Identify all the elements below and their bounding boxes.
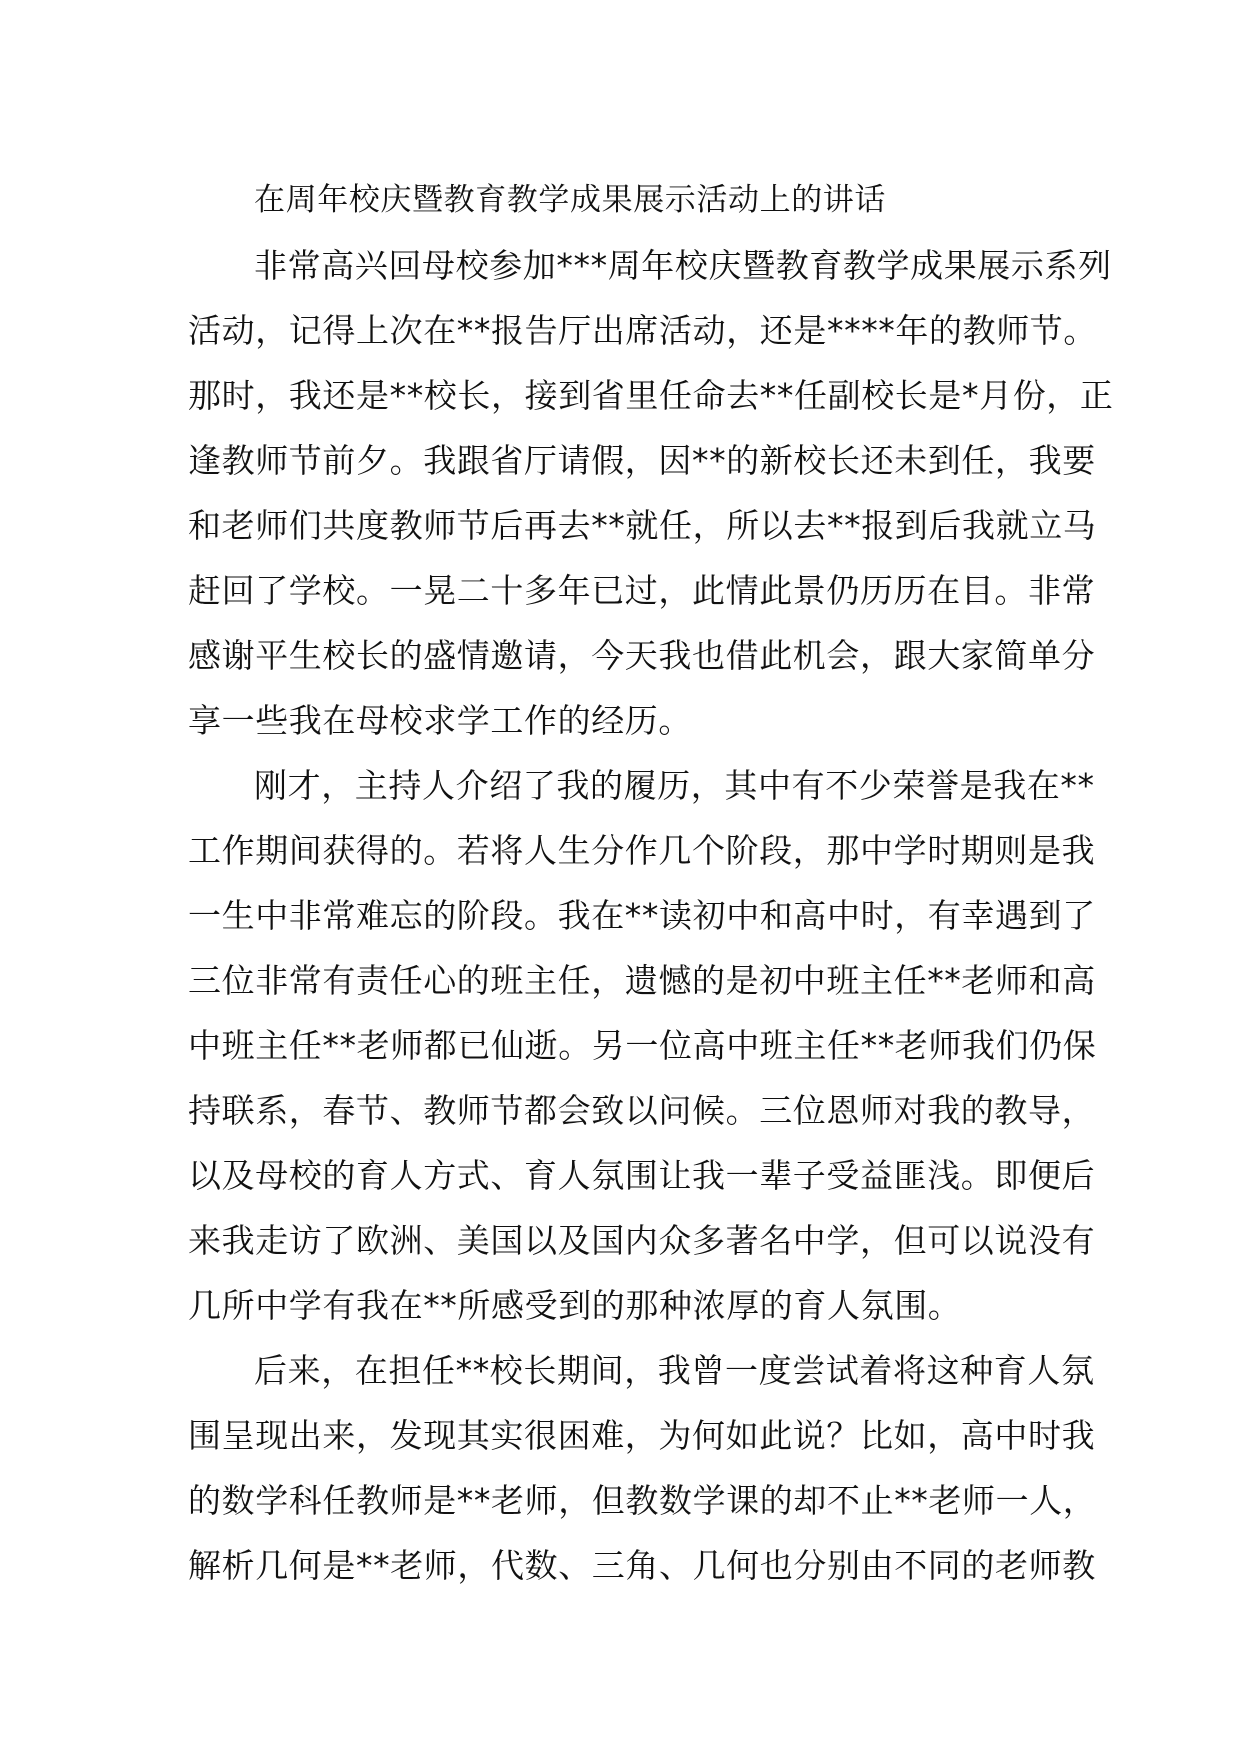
paragraph-2-line-9: 几所中学有我在**所感受到的那种浓厚的育人氛围。 — [188, 1286, 962, 1325]
paragraph-3-line-2: 围呈现出来，发现其实很困难，为何如此说？比如，高中时我 — [188, 1416, 1096, 1455]
paragraph-2-line-5: 中班主任**老师都已仙逝。另一位高中班主任**老师我们仍保 — [188, 1026, 1097, 1065]
paragraph-2-line-2: 工作期间获得的。若将人生分作几个阶段，那中学时期则是我 — [188, 831, 1096, 870]
paragraph-2-line-7: 以及母校的育人方式、育人氛围让我一辈子受益匪浅。即便后 — [188, 1156, 1096, 1195]
paragraph-3-line-1: 后来，在担任**校长期间，我曾一度尝试着将这种育人氛 — [254, 1351, 1095, 1390]
paragraph-3-line-3: 的数学科任教师是**老师，但教数学课的却不止**老师一人， — [188, 1481, 1097, 1520]
paragraph-2-line-6: 持联系，春节、教师节都会致以问候。三位恩师对我的教导， — [188, 1091, 1096, 1130]
paragraph-2-line-3: 一生中非常难忘的阶段。我在**读初中和高中时，有幸遇到了 — [188, 896, 1096, 935]
paragraph-1-line-5: 和老师们共度教师节后再去**就任，所以去**报到后我就立马 — [188, 506, 1097, 545]
document-title: 在周年校庆暨教育教学成果展示活动上的讲话 — [254, 182, 886, 218]
paragraph-1-line-3: 那时，我还是**校长，接到省里任命去**任副校长是*月份，正 — [188, 376, 1114, 415]
paragraph-2-line-1: 刚才，主持人介绍了我的履历，其中有不少荣誉是我在** — [254, 766, 1095, 805]
paragraph-2-line-8: 来我走访了欧洲、美国以及国内众多著名中学，但可以说没有 — [188, 1221, 1096, 1260]
paragraph-1-line-4: 逢教师节前夕。我跟省厅请假，因**的新校长还未到任，我要 — [188, 441, 1096, 480]
paragraph-2-line-4: 三位非常有责任心的班主任，遗憾的是初中班主任**老师和高 — [188, 961, 1096, 1000]
document-body — [188, 168, 1114, 1598]
paragraph-1-line-2: 活动，记得上次在**报告厅出席活动，还是****年的教师节。 — [188, 311, 1097, 350]
paragraph-1-line-8: 享一些我在母校求学工作的经历。 — [188, 701, 692, 740]
paragraph-1-line-7: 感谢平生校长的盛情邀请，今天我也借此机会，跟大家简单分 — [188, 636, 1096, 675]
paragraph-3-line-4: 解析几何是**老师，代数、三角、几何也分别由不同的老师教 — [188, 1546, 1096, 1585]
paragraph-1-line-1: 非常高兴回母校参加***周年校庆暨教育教学成果展示系列 — [254, 246, 1112, 285]
paragraph-1-line-6: 赶回了学校。一晃二十多年已过，此情此景仍历历在目。非常 — [188, 571, 1096, 610]
